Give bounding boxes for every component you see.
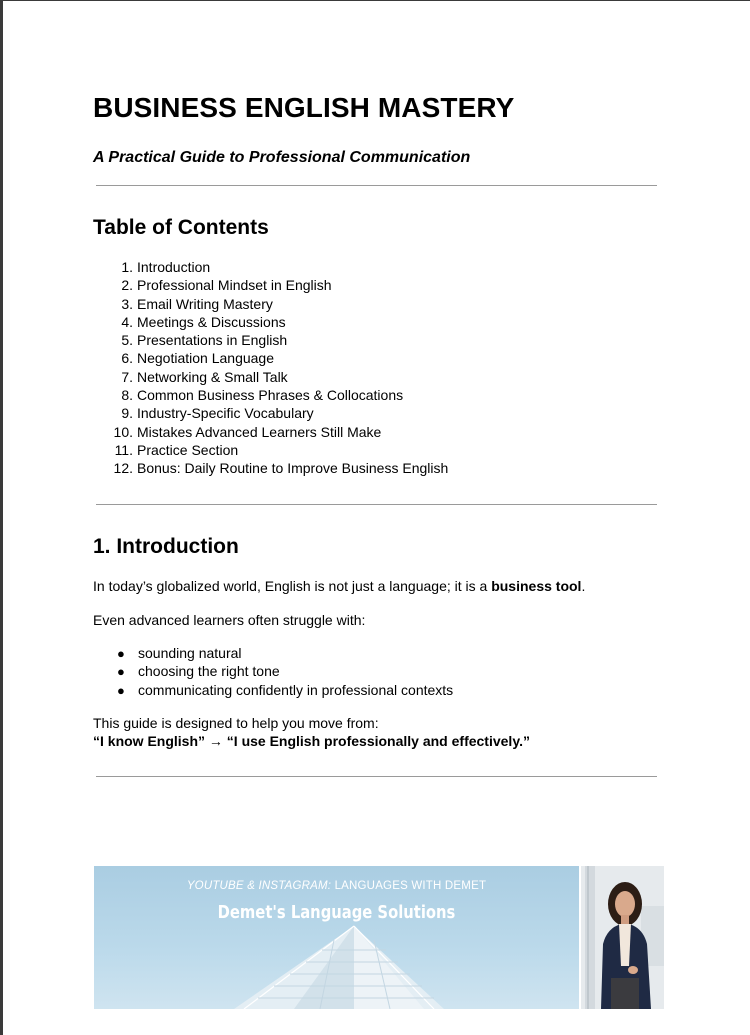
toc-item (93, 386, 448, 404)
toc-item-number: 12. (113, 460, 133, 477)
toc-item-label: Meetings & Discussions (137, 313, 286, 330)
introduction-heading: 1. Introduction (93, 535, 239, 558)
quote-text: “I know English” (93, 733, 206, 749)
toc-item-label: Bonus: Daily Routine to Improve Business English (137, 460, 449, 477)
banner-background (94, 866, 579, 1009)
toc-item-number: 10. (113, 423, 133, 440)
toc-item (93, 258, 448, 276)
toc-item (93, 404, 448, 422)
banner-social-line (94, 880, 579, 892)
presenter-icon (581, 866, 664, 1009)
struggle-paragraph: Even advanced learners often struggle with: (93, 612, 366, 628)
arrow-icon: → (205, 733, 227, 749)
toc-heading: Table of Contents (93, 216, 269, 239)
toc-item-number: 3. (121, 295, 133, 312)
toc-item-label: Negotiation Language (137, 350, 275, 367)
toc-item (93, 423, 448, 441)
intro-text: In today’s globalized world, English is not just a language; it is a (93, 578, 492, 594)
presenter-photo (581, 866, 664, 1009)
divider (96, 776, 657, 777)
list-item-text: communicating confidently in professional contexts (138, 681, 454, 698)
list-item (93, 681, 453, 699)
intro-text: . (581, 578, 586, 594)
banner-brand-name: Demet's Language Solutions (217, 902, 456, 923)
promo-banner (94, 866, 664, 1009)
toc-item (93, 459, 448, 477)
toc-item-label: Common Business Phrases & Collocations (137, 387, 404, 404)
toc-item (93, 349, 448, 367)
bullet-icon: ● (117, 664, 125, 680)
toc-item-number: 1. (121, 259, 133, 275)
toc-item-label: Networking & Small Talk (137, 368, 288, 385)
divider (96, 504, 657, 505)
document-page (3, 1, 750, 1035)
document-title: BUSINESS ENGLISH MASTERY (93, 92, 515, 123)
document-subtitle: A Practical Guide to Professional Communication (93, 149, 471, 166)
banner-social-handle: LANGUAGES WITH DEMET (331, 880, 487, 892)
intro-bold-text: business tool (491, 578, 582, 594)
toc-item-label: Email Writing Mastery (137, 295, 273, 312)
bullet-icon: ● (117, 682, 125, 698)
toc-item-label: Industry-Specific Vocabulary (137, 405, 314, 422)
intro-paragraph (93, 577, 585, 595)
bullet-icon: ● (117, 646, 125, 661)
toc-item-label: Practice Section (137, 441, 239, 458)
toc-item-number: 2. (121, 277, 133, 294)
quote-text: “I use English professionally and effectively.” (226, 733, 530, 749)
toc-item-label: Introduction (137, 259, 211, 275)
toc-item-number: 8. (121, 387, 133, 404)
toc-item-label: Professional Mindset in English (137, 277, 332, 294)
toc-item (93, 331, 448, 349)
toc-item (93, 295, 448, 313)
divider (96, 185, 657, 186)
list-item-text: sounding natural (138, 645, 242, 661)
guide-paragraph: This guide is designed to help you move from: (93, 715, 379, 731)
toc-list (93, 258, 448, 478)
list-item (93, 662, 453, 680)
toc-item (93, 313, 448, 331)
toc-item-number: 11. (114, 441, 133, 458)
banner-social-label: YOUTUBE & INSTAGRAM: (186, 880, 332, 892)
toc-item-number: 4. (121, 313, 133, 330)
toc-item (93, 368, 448, 386)
list-item (93, 644, 453, 662)
toc-item-number: 5. (121, 332, 133, 349)
toc-item (93, 276, 448, 294)
toc-item-number: 9. (121, 405, 133, 422)
toc-item-number: 7. (121, 368, 133, 385)
toc-item-label: Mistakes Advanced Learners Still Make (137, 423, 382, 440)
toc-item-number: 6. (121, 350, 133, 367)
list-item-text: choosing the right tone (138, 663, 280, 680)
guide-quote (93, 732, 530, 750)
struggle-list (93, 644, 453, 699)
toc-item-label: Presentations in English (137, 332, 288, 349)
toc-item (93, 441, 448, 459)
